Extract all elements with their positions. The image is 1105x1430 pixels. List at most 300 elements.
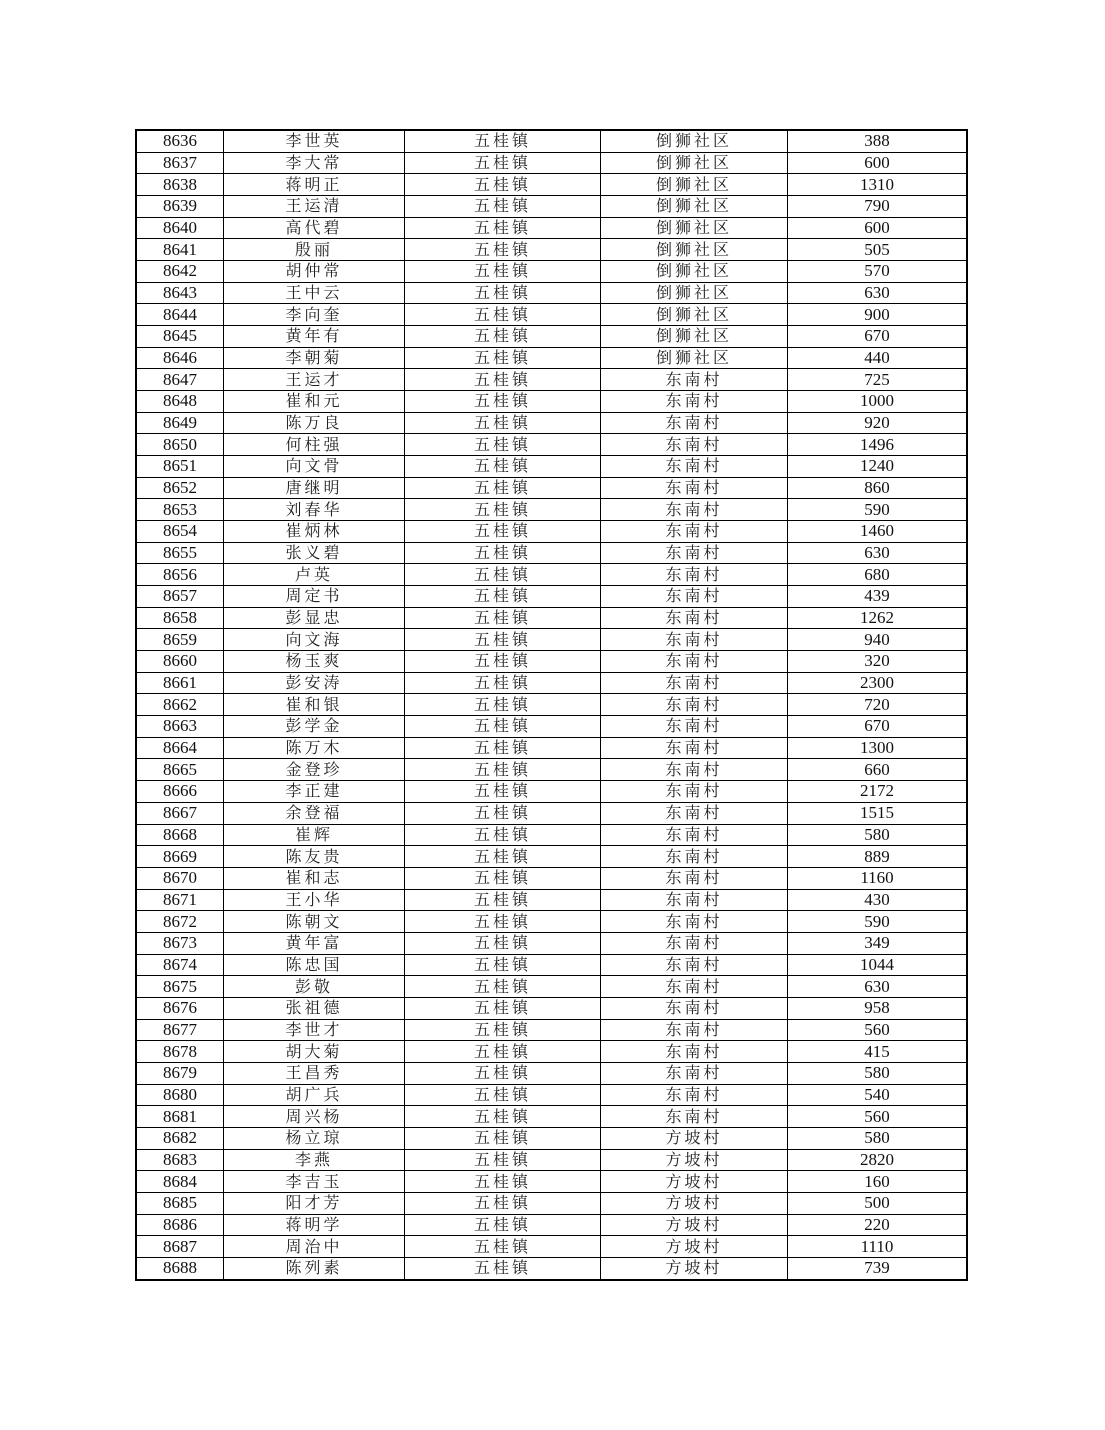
person-name-cell: 余登福 <box>224 802 405 824</box>
row-number-cell: 8649 <box>136 412 224 434</box>
amount-cell: 505 <box>788 239 968 261</box>
village-cell: 东南村 <box>601 867 788 889</box>
table-row <box>136 802 967 824</box>
person-name-cell: 唐继明 <box>224 477 405 499</box>
amount-cell: 560 <box>788 1106 968 1128</box>
row-number-cell: 8648 <box>136 391 224 413</box>
town-cell: 五桂镇 <box>405 1257 601 1279</box>
village-cell: 东南村 <box>601 412 788 434</box>
town-cell: 五桂镇 <box>405 347 601 369</box>
amount-cell: 2820 <box>788 1149 968 1171</box>
row-number-cell: 8638 <box>136 174 224 196</box>
amount-cell: 439 <box>788 586 968 608</box>
town-cell: 五桂镇 <box>405 954 601 976</box>
person-name-cell: 张祖德 <box>224 997 405 1019</box>
person-name-cell: 蒋明正 <box>224 174 405 196</box>
row-number-cell: 8639 <box>136 196 224 218</box>
row-number-cell: 8647 <box>136 369 224 391</box>
row-number-cell: 8667 <box>136 802 224 824</box>
amount-cell: 2172 <box>788 781 968 803</box>
person-name-cell: 崔炳林 <box>224 521 405 543</box>
row-number-cell: 8668 <box>136 824 224 846</box>
town-cell: 五桂镇 <box>405 846 601 868</box>
table-row <box>136 672 967 694</box>
person-name-cell: 胡广兵 <box>224 1084 405 1106</box>
row-number-cell: 8664 <box>136 737 224 759</box>
person-name-cell: 杨玉爽 <box>224 651 405 673</box>
town-cell: 五桂镇 <box>405 152 601 174</box>
amount-cell: 725 <box>788 369 968 391</box>
table-row <box>136 239 967 261</box>
row-number-cell: 8683 <box>136 1149 224 1171</box>
town-cell: 五桂镇 <box>405 521 601 543</box>
table-row <box>136 867 967 889</box>
village-cell: 方坡村 <box>601 1214 788 1236</box>
amount-cell: 1310 <box>788 174 968 196</box>
table-row <box>136 261 967 283</box>
person-name-cell: 陈忠国 <box>224 954 405 976</box>
table-row <box>136 282 967 304</box>
table-row <box>136 347 967 369</box>
village-cell: 东南村 <box>601 391 788 413</box>
town-cell: 五桂镇 <box>405 217 601 239</box>
town-cell: 五桂镇 <box>405 607 601 629</box>
person-name-cell: 刘春华 <box>224 499 405 521</box>
amount-cell: 1044 <box>788 954 968 976</box>
person-name-cell: 彭敬 <box>224 976 405 998</box>
town-cell: 五桂镇 <box>405 564 601 586</box>
table-row <box>136 997 967 1019</box>
village-cell: 东南村 <box>601 846 788 868</box>
table-row <box>136 694 967 716</box>
amount-cell: 388 <box>788 130 968 152</box>
amount-cell: 1160 <box>788 867 968 889</box>
amount-cell: 670 <box>788 326 968 348</box>
person-name-cell: 彭显忠 <box>224 607 405 629</box>
amount-cell: 430 <box>788 889 968 911</box>
person-name-cell: 何柱强 <box>224 434 405 456</box>
village-cell: 东南村 <box>601 369 788 391</box>
town-cell: 五桂镇 <box>405 1171 601 1193</box>
row-number-cell: 8661 <box>136 672 224 694</box>
table-row <box>136 1192 967 1214</box>
village-cell: 东南村 <box>601 564 788 586</box>
amount-cell: 630 <box>788 976 968 998</box>
person-name-cell: 陈朝文 <box>224 911 405 933</box>
amount-cell: 580 <box>788 1127 968 1149</box>
person-name-cell: 陈万木 <box>224 737 405 759</box>
row-number-cell: 8656 <box>136 564 224 586</box>
row-number-cell: 8674 <box>136 954 224 976</box>
table-row <box>136 130 967 152</box>
row-number-cell: 8637 <box>136 152 224 174</box>
person-name-cell: 李吉玉 <box>224 1171 405 1193</box>
table-row <box>136 1084 967 1106</box>
table-row <box>136 326 967 348</box>
person-name-cell: 王小华 <box>224 889 405 911</box>
person-name-cell: 周治中 <box>224 1236 405 1258</box>
town-cell: 五桂镇 <box>405 369 601 391</box>
table-row <box>136 846 967 868</box>
table-row <box>136 759 967 781</box>
row-number-cell: 8650 <box>136 434 224 456</box>
town-cell: 五桂镇 <box>405 261 601 283</box>
town-cell: 五桂镇 <box>405 477 601 499</box>
town-cell: 五桂镇 <box>405 781 601 803</box>
town-cell: 五桂镇 <box>405 1084 601 1106</box>
village-cell: 东南村 <box>601 954 788 976</box>
village-cell: 方坡村 <box>601 1127 788 1149</box>
village-cell: 东南村 <box>601 1062 788 1084</box>
town-cell: 五桂镇 <box>405 976 601 998</box>
town-cell: 五桂镇 <box>405 694 601 716</box>
person-name-cell: 阳才芳 <box>224 1192 405 1214</box>
table-row <box>136 174 967 196</box>
table-row <box>136 889 967 911</box>
row-number-cell: 8657 <box>136 586 224 608</box>
amount-cell: 1240 <box>788 456 968 478</box>
row-number-cell: 8676 <box>136 997 224 1019</box>
amount-cell: 1496 <box>788 434 968 456</box>
town-cell: 五桂镇 <box>405 824 601 846</box>
table-row <box>136 499 967 521</box>
row-number-cell: 8673 <box>136 932 224 954</box>
village-cell: 东南村 <box>601 434 788 456</box>
amount-cell: 220 <box>788 1214 968 1236</box>
person-name-cell: 黄年有 <box>224 326 405 348</box>
village-cell: 方坡村 <box>601 1236 788 1258</box>
amount-cell: 320 <box>788 651 968 673</box>
person-name-cell: 王昌秀 <box>224 1062 405 1084</box>
town-cell: 五桂镇 <box>405 456 601 478</box>
village-cell: 东南村 <box>601 499 788 521</box>
town-cell: 五桂镇 <box>405 499 601 521</box>
table-row <box>136 477 967 499</box>
table-row <box>136 564 967 586</box>
amount-cell: 600 <box>788 152 968 174</box>
person-name-cell: 胡大菊 <box>224 1041 405 1063</box>
village-cell: 东南村 <box>601 976 788 998</box>
row-number-cell: 8652 <box>136 477 224 499</box>
person-name-cell: 向文骨 <box>224 456 405 478</box>
amount-cell: 560 <box>788 1019 968 1041</box>
town-cell: 五桂镇 <box>405 1192 601 1214</box>
town-cell: 五桂镇 <box>405 672 601 694</box>
amount-cell: 739 <box>788 1257 968 1279</box>
row-number-cell: 8677 <box>136 1019 224 1041</box>
row-number-cell: 8681 <box>136 1106 224 1128</box>
amount-cell: 920 <box>788 412 968 434</box>
amount-cell: 2300 <box>788 672 968 694</box>
town-cell: 五桂镇 <box>405 1127 601 1149</box>
amount-cell: 720 <box>788 694 968 716</box>
table-row <box>136 932 967 954</box>
table-row <box>136 369 967 391</box>
village-cell: 东南村 <box>601 1019 788 1041</box>
amount-cell: 580 <box>788 824 968 846</box>
village-cell: 倒狮社区 <box>601 174 788 196</box>
town-cell: 五桂镇 <box>405 997 601 1019</box>
village-cell: 倒狮社区 <box>601 347 788 369</box>
amount-cell: 889 <box>788 846 968 868</box>
table-row <box>136 434 967 456</box>
person-name-cell: 杨立琼 <box>224 1127 405 1149</box>
amount-cell: 958 <box>788 997 968 1019</box>
amount-cell: 790 <box>788 196 968 218</box>
village-cell: 东南村 <box>601 911 788 933</box>
town-cell: 五桂镇 <box>405 1236 601 1258</box>
person-name-cell: 李向奎 <box>224 304 405 326</box>
person-name-cell: 崔和银 <box>224 694 405 716</box>
table-row <box>136 1236 967 1258</box>
amount-cell: 590 <box>788 911 968 933</box>
village-cell: 倒狮社区 <box>601 239 788 261</box>
row-number-cell: 8653 <box>136 499 224 521</box>
amount-cell: 940 <box>788 629 968 651</box>
table-row <box>136 607 967 629</box>
village-cell: 倒狮社区 <box>601 196 788 218</box>
town-cell: 五桂镇 <box>405 867 601 889</box>
amount-cell: 500 <box>788 1192 968 1214</box>
town-cell: 五桂镇 <box>405 1041 601 1063</box>
person-name-cell: 高代碧 <box>224 217 405 239</box>
village-cell: 倒狮社区 <box>601 217 788 239</box>
row-number-cell: 8651 <box>136 456 224 478</box>
amount-cell: 1262 <box>788 607 968 629</box>
town-cell: 五桂镇 <box>405 889 601 911</box>
village-cell: 东南村 <box>601 607 788 629</box>
table-row <box>136 911 967 933</box>
table-row <box>136 1062 967 1084</box>
person-name-cell: 金登珍 <box>224 759 405 781</box>
town-cell: 五桂镇 <box>405 759 601 781</box>
person-name-cell: 彭学金 <box>224 716 405 738</box>
table-row <box>136 629 967 651</box>
person-name-cell: 崔和元 <box>224 391 405 413</box>
town-cell: 五桂镇 <box>405 1106 601 1128</box>
amount-cell: 415 <box>788 1041 968 1063</box>
village-cell: 东南村 <box>601 456 788 478</box>
row-number-cell: 8654 <box>136 521 224 543</box>
row-number-cell: 8687 <box>136 1236 224 1258</box>
person-name-cell: 李正建 <box>224 781 405 803</box>
table-row <box>136 1041 967 1063</box>
table-row <box>136 1127 967 1149</box>
table-row <box>136 217 967 239</box>
village-cell: 东南村 <box>601 521 788 543</box>
village-cell: 东南村 <box>601 694 788 716</box>
village-cell: 东南村 <box>601 542 788 564</box>
amount-cell: 1110 <box>788 1236 968 1258</box>
village-cell: 东南村 <box>601 672 788 694</box>
row-number-cell: 8678 <box>136 1041 224 1063</box>
person-name-cell: 胡仲常 <box>224 261 405 283</box>
row-number-cell: 8646 <box>136 347 224 369</box>
row-number-cell: 8680 <box>136 1084 224 1106</box>
village-cell: 东南村 <box>601 737 788 759</box>
row-number-cell: 8655 <box>136 542 224 564</box>
row-number-cell: 8645 <box>136 326 224 348</box>
village-cell: 东南村 <box>601 781 788 803</box>
table-row <box>136 954 967 976</box>
table-row <box>136 1149 967 1171</box>
table-row <box>136 542 967 564</box>
amount-cell: 630 <box>788 542 968 564</box>
town-cell: 五桂镇 <box>405 326 601 348</box>
village-cell: 东南村 <box>601 1106 788 1128</box>
person-name-cell: 陈列素 <box>224 1257 405 1279</box>
row-number-cell: 8663 <box>136 716 224 738</box>
row-number-cell: 8670 <box>136 867 224 889</box>
table-row <box>136 521 967 543</box>
person-name-cell: 陈友贵 <box>224 846 405 868</box>
row-number-cell: 8688 <box>136 1257 224 1279</box>
village-cell: 东南村 <box>601 824 788 846</box>
town-cell: 五桂镇 <box>405 737 601 759</box>
table-row <box>136 737 967 759</box>
town-cell: 五桂镇 <box>405 932 601 954</box>
person-name-cell: 王中云 <box>224 282 405 304</box>
village-cell: 东南村 <box>601 932 788 954</box>
village-cell: 倒狮社区 <box>601 304 788 326</box>
person-name-cell: 李世英 <box>224 130 405 152</box>
row-number-cell: 8640 <box>136 217 224 239</box>
table-row <box>136 1257 967 1279</box>
village-cell: 东南村 <box>601 651 788 673</box>
table-row <box>136 152 967 174</box>
amount-cell: 900 <box>788 304 968 326</box>
person-name-cell: 王运才 <box>224 369 405 391</box>
person-name-cell: 周兴杨 <box>224 1106 405 1128</box>
row-number-cell: 8671 <box>136 889 224 911</box>
table-row <box>136 1019 967 1041</box>
table-row <box>136 781 967 803</box>
amount-cell: 349 <box>788 932 968 954</box>
table-row <box>136 456 967 478</box>
village-cell: 东南村 <box>601 889 788 911</box>
row-number-cell: 8679 <box>136 1062 224 1084</box>
village-cell: 东南村 <box>601 586 788 608</box>
amount-cell: 540 <box>788 1084 968 1106</box>
town-cell: 五桂镇 <box>405 196 601 218</box>
row-number-cell: 8682 <box>136 1127 224 1149</box>
town-cell: 五桂镇 <box>405 434 601 456</box>
row-number-cell: 8666 <box>136 781 224 803</box>
person-name-cell: 周定书 <box>224 586 405 608</box>
village-cell: 倒狮社区 <box>601 326 788 348</box>
town-cell: 五桂镇 <box>405 1062 601 1084</box>
village-cell: 倒狮社区 <box>601 130 788 152</box>
row-number-cell: 8659 <box>136 629 224 651</box>
person-name-cell: 彭安涛 <box>224 672 405 694</box>
amount-cell: 680 <box>788 564 968 586</box>
row-number-cell: 8675 <box>136 976 224 998</box>
village-cell: 东南村 <box>601 629 788 651</box>
amount-cell: 590 <box>788 499 968 521</box>
amount-cell: 1460 <box>788 521 968 543</box>
town-cell: 五桂镇 <box>405 174 601 196</box>
town-cell: 五桂镇 <box>405 716 601 738</box>
row-number-cell: 8685 <box>136 1192 224 1214</box>
village-cell: 东南村 <box>601 477 788 499</box>
village-cell: 方坡村 <box>601 1192 788 1214</box>
person-name-cell: 蒋明学 <box>224 1214 405 1236</box>
village-cell: 东南村 <box>601 997 788 1019</box>
village-cell: 倒狮社区 <box>601 152 788 174</box>
amount-cell: 600 <box>788 217 968 239</box>
town-cell: 五桂镇 <box>405 391 601 413</box>
person-name-cell: 李燕 <box>224 1149 405 1171</box>
amount-cell: 160 <box>788 1171 968 1193</box>
town-cell: 五桂镇 <box>405 282 601 304</box>
table-row <box>136 1171 967 1193</box>
amount-cell: 570 <box>788 261 968 283</box>
table-row <box>136 1214 967 1236</box>
village-cell: 倒狮社区 <box>601 282 788 304</box>
amount-cell: 860 <box>788 477 968 499</box>
table-body <box>136 130 967 1280</box>
amount-cell: 1000 <box>788 391 968 413</box>
town-cell: 五桂镇 <box>405 1214 601 1236</box>
town-cell: 五桂镇 <box>405 1149 601 1171</box>
table-row <box>136 304 967 326</box>
table-row <box>136 586 967 608</box>
table-row <box>136 976 967 998</box>
town-cell: 五桂镇 <box>405 542 601 564</box>
person-name-cell: 李朝菊 <box>224 347 405 369</box>
row-number-cell: 8636 <box>136 130 224 152</box>
village-cell: 东南村 <box>601 1041 788 1063</box>
amount-cell: 630 <box>788 282 968 304</box>
person-name-cell: 崔辉 <box>224 824 405 846</box>
table-row <box>136 824 967 846</box>
table-row <box>136 1106 967 1128</box>
town-cell: 五桂镇 <box>405 629 601 651</box>
row-number-cell: 8672 <box>136 911 224 933</box>
row-number-cell: 8665 <box>136 759 224 781</box>
table-row <box>136 391 967 413</box>
town-cell: 五桂镇 <box>405 651 601 673</box>
row-number-cell: 8658 <box>136 607 224 629</box>
town-cell: 五桂镇 <box>405 586 601 608</box>
person-name-cell: 黄年富 <box>224 932 405 954</box>
person-name-cell: 陈万良 <box>224 412 405 434</box>
village-cell: 东南村 <box>601 1084 788 1106</box>
row-number-cell: 8642 <box>136 261 224 283</box>
town-cell: 五桂镇 <box>405 130 601 152</box>
row-number-cell: 8644 <box>136 304 224 326</box>
person-name-cell: 李大常 <box>224 152 405 174</box>
table-row <box>136 651 967 673</box>
person-name-cell: 李世才 <box>224 1019 405 1041</box>
amount-cell: 1300 <box>788 737 968 759</box>
person-name-cell: 王运清 <box>224 196 405 218</box>
town-cell: 五桂镇 <box>405 911 601 933</box>
village-cell: 东南村 <box>601 759 788 781</box>
town-cell: 五桂镇 <box>405 1019 601 1041</box>
row-number-cell: 8669 <box>136 846 224 868</box>
town-cell: 五桂镇 <box>405 239 601 261</box>
town-cell: 五桂镇 <box>405 802 601 824</box>
table-row <box>136 412 967 434</box>
row-number-cell: 8660 <box>136 651 224 673</box>
row-number-cell: 8684 <box>136 1171 224 1193</box>
row-number-cell: 8686 <box>136 1214 224 1236</box>
amount-cell: 580 <box>788 1062 968 1084</box>
town-cell: 五桂镇 <box>405 304 601 326</box>
person-name-cell: 张义碧 <box>224 542 405 564</box>
row-number-cell: 8643 <box>136 282 224 304</box>
